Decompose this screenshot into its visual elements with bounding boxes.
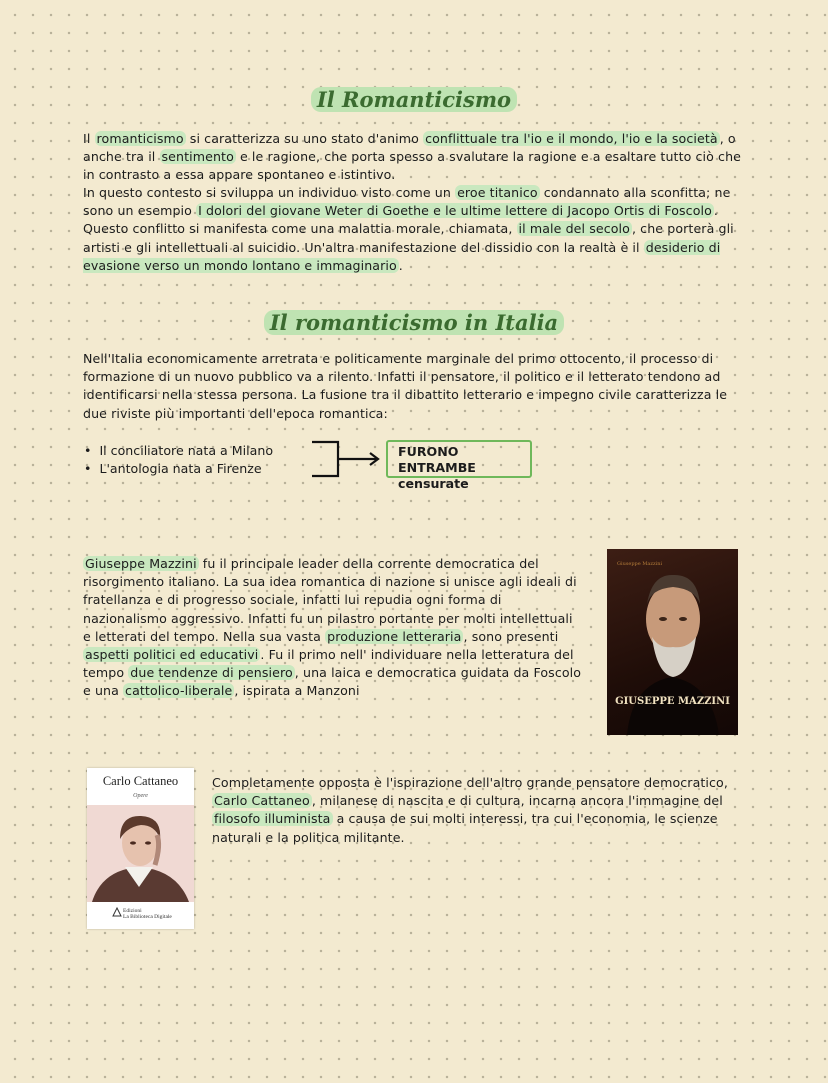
text-run: . Questo conflitto si manifesta come una malattia morale, chiamata, <box>83 203 719 237</box>
highlighted-text: due tendenze di pensiero <box>130 665 293 681</box>
highlighted-text: Carlo Cattaneo <box>214 793 310 809</box>
book-publisher: Edizioni La Biblioteca Digitale <box>123 908 172 920</box>
paragraph-cattaneo <box>212 774 740 847</box>
paragraph-mazzini <box>83 555 583 701</box>
text-run: , ispirata a Manzoni <box>234 683 360 699</box>
highlighted-text: filosofo illuminista <box>214 811 331 827</box>
highlighted-text: cattolico-liberale <box>125 683 233 699</box>
paragraph-italia <box>83 350 751 423</box>
text-run: e le ragione, che porta spesso a svalutare la ragione e a esaltare tutto ciò che in contrasto a essa appare spontaneo e istintivo. <box>83 149 742 183</box>
highlighted-text: produzione letteraria <box>327 628 462 644</box>
book-author: Carlo Cattaneo <box>102 774 179 788</box>
text-run: In questo contesto si sviluppa un individuo visto come un <box>83 185 456 200</box>
cattaneo-figure-icon <box>87 805 194 902</box>
bracket-arrow-icon <box>310 440 384 480</box>
paragraph-romanticismo-eroe <box>83 184 751 275</box>
section-title-romanticismo: Il Romanticismo <box>0 87 828 112</box>
book-subtitle: Opere <box>133 793 148 799</box>
highlighted-text: sentimento <box>161 149 234 165</box>
text-run: , o anche tra il <box>83 131 736 165</box>
section-title-italia: Il romanticismo in Italia <box>0 310 828 335</box>
censored-note-box: FURONO ENTRAMBE censurate <box>386 440 532 478</box>
text-run: . <box>398 257 403 273</box>
portrait-caption: GIUSEPPE MAZZINI <box>615 696 730 707</box>
highlighted-text: il male del secolo <box>518 221 630 237</box>
book-illustration <box>87 805 194 902</box>
text-run: condannato alla sconfitta; ne sono un esempio <box>83 185 731 219</box>
highlighted-text: conflittuale tra l'io e il mondo, l'io e la società <box>425 131 718 146</box>
text-run: Nell'Italia economicamente arretrata e politicamente marginale del primo ottocento, il processo di formazione di un nuovo pubblico va a rilento. Infatti il pensatore, il politico e il letterato tendono ad identificarsi nella stessa persona. La fusione tra il dibattito letterario e impegno civile caratterizza le due riviste più importanti dell'epoca romantica: <box>83 351 728 421</box>
highlighted-text: romanticismo <box>96 131 184 146</box>
text-run: Completamente opposta è l'ispirazione dell'altro grande pensatore democratico, <box>212 775 728 790</box>
text-run: , sono presenti <box>463 628 559 644</box>
text-run: , milanese di nascita e di cultura, incarna ancora l'immagine del <box>311 793 723 809</box>
mazzini-portrait <box>607 549 738 735</box>
text-run: a causa de sui molti interessi, tra cui l'economia, le scienze naturali e la politica militante. <box>212 811 718 845</box>
publisher-logo-icon <box>112 907 122 917</box>
cattaneo-book-cover <box>87 768 194 929</box>
text-run: , una laica e democratica guidata da Foscolo e una <box>83 665 582 699</box>
highlighted-text: desiderio di evasione verso un mondo lontano e immaginario <box>83 239 721 273</box>
highlighted-text: aspetti politici ed educativi <box>85 647 259 663</box>
text-run: Il <box>83 131 95 146</box>
highlighted-text: eroe titanico <box>457 185 538 200</box>
journal-list <box>84 442 273 478</box>
portrait-caption-top: Giuseppe Mazzini <box>617 561 663 567</box>
highlighted-text: I dolori del giovane Weter di Goethe e le ultime lettere di Jacopo Ortis di Foscolo <box>198 203 712 219</box>
text-run: fu il principale leader della corrente democratica del risorgimento italiano. La sua idea romantica di nazione si unisce agli ideali di fratellanza e di progresso sociale, infatti lui repudia ogni forma di nazionalismo aggressivo. Infatti fu un pilastro portante per molti intellettuali e letterati del tempo. Nella sua vasta <box>83 556 577 644</box>
highlighted-text: Giuseppe Mazzini <box>85 556 197 571</box>
paragraph-romanticismo-intro <box>83 130 751 185</box>
text-run: . Fu il primo nell' individuare nella letteratura del tempo <box>83 647 574 681</box>
list-item: • Il conciliatore nata a Milano <box>84 442 273 460</box>
text-run: , che porterà gli artisti e gli intellettuali al suicidio. Un'altra manifestazione del dissidio con la realtà è il <box>83 221 734 255</box>
list-item: • L'antologia nata a Firenze <box>84 460 273 478</box>
mazzini-figure-icon <box>607 549 738 735</box>
text-run: si caratterizza su uno stato d'animo <box>185 131 424 146</box>
